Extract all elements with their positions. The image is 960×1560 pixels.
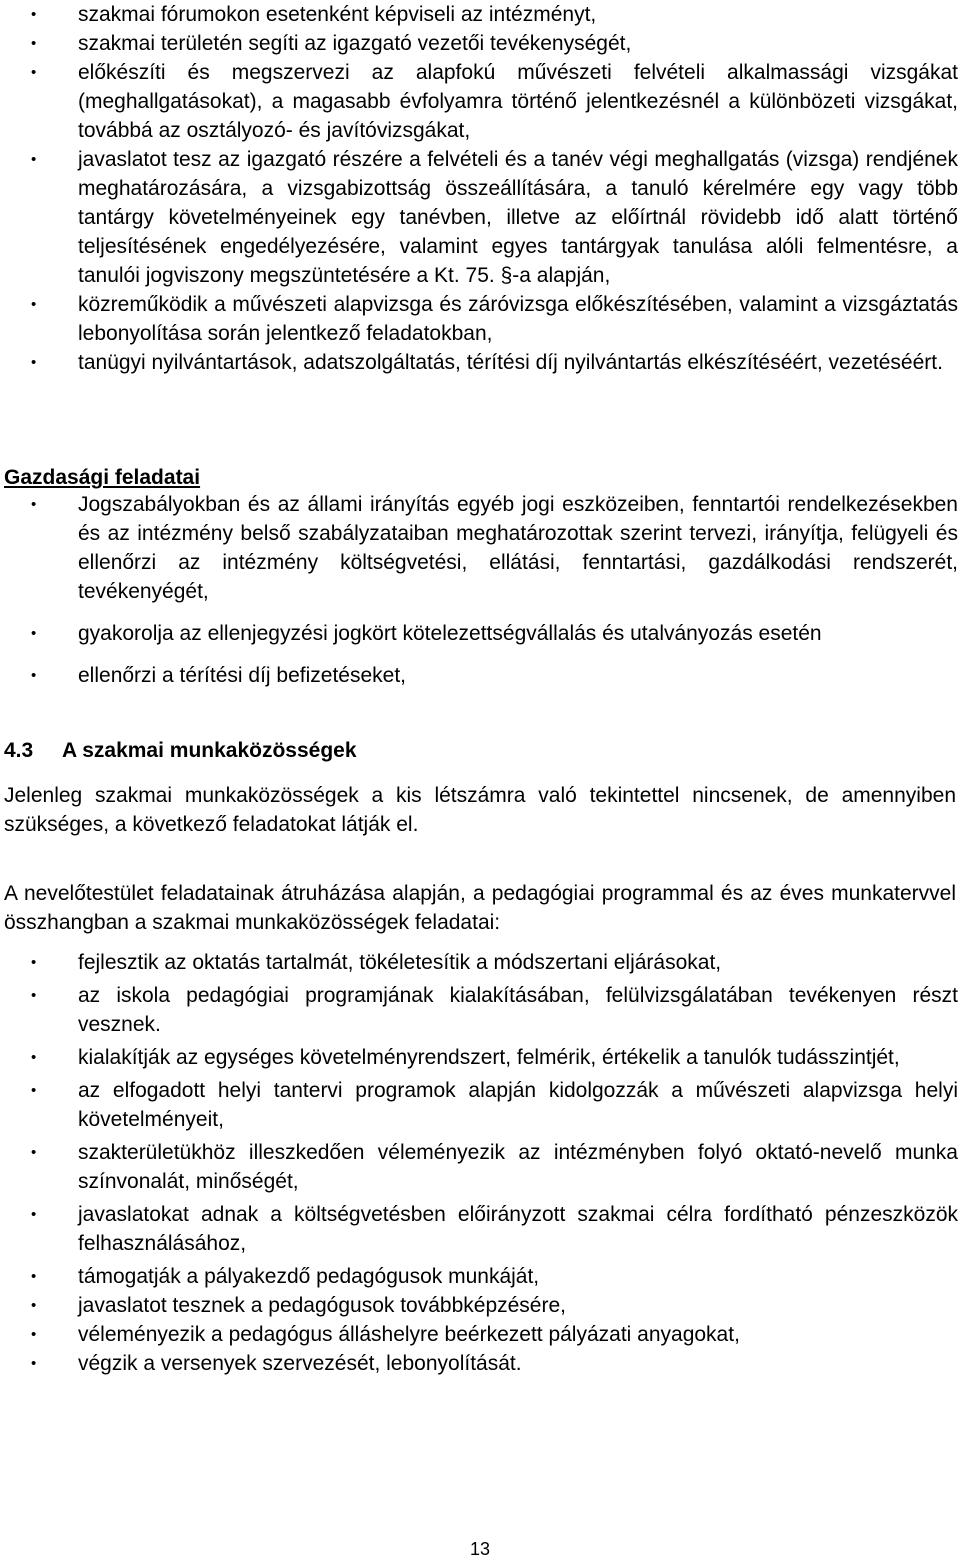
bullet-icon: • [31, 296, 37, 313]
list-item [0, 0, 958, 29]
list-item-text: kialakítják az egységes követelményrendszert, felmérik, értékelik a tanulók tudásszintjét, [78, 1046, 900, 1069]
list-item [0, 948, 958, 977]
list-item [0, 619, 958, 648]
list-item-text: Jogszabályokban és az állami irányítás egyéb jogi eszközeiben, fenntartói rendelkezésekben és az intézmény belső szabályzataiban meghatározottak szerint tervezi, irányítja, felügyeli és ellenőrzi az intézmény költségvetési, ellátási, fenntartási, gazdálkodási rendszerét, tevékenyégét, [78, 493, 958, 603]
list-item-text: javaslatot tesz az igazgató részére a felvételi és a tanév végi meghallgatás (vizsga) rendjének meghatározására, a vizsgabizottság összeállítására, a tanuló kérelmére egy vagy több tantárgy követelményeinek egy tanévben, illetve az előírtnál rövidebb idő alatt történő teljesítésének engedélyezésére, valamint egyes tantárgyak tanulása alóli felmentésre, a tanulói jogviszony megszüntetésére a Kt. 75. §-a alapján, [78, 148, 958, 287]
list-item-text: javaslatokat adnak a költségvetésben előirányzott szakmai célra fordítható pénzeszközök felhasználásához, [78, 1203, 958, 1255]
list-item-text: támogatják a pályakezdő pedagógusok munkáját, [78, 1265, 540, 1288]
bullet-icon: • [31, 1144, 37, 1161]
list-item-text: előkészíti és megszervezi az alapfokú művészeti felvételi alkalmassági vizsgákat (meghallgatásokat), a magasabb évfolyamra történő jelentkezésnél a különbözeti vizsgákat, továbbá az osztályozó- és javítóvizsgákat, [78, 61, 958, 142]
list-item [0, 1200, 958, 1258]
bullet-icon: • [31, 1268, 37, 1285]
bullet-icon: • [31, 1082, 37, 1099]
bullet-icon: • [31, 625, 37, 642]
list-item [0, 29, 958, 58]
bullet-icon: • [31, 954, 37, 971]
bullet-icon: • [31, 64, 37, 81]
list-item [0, 145, 958, 290]
bullet-icon: • [31, 496, 37, 513]
list-item-text: véleményezik a pedagógus álláshelyre beérkezett pályázati anyagokat, [78, 1323, 740, 1346]
bullet-icon: • [31, 987, 37, 1004]
bullet-icon: • [31, 1049, 37, 1066]
list-item [0, 1076, 958, 1134]
bullet-icon: • [31, 6, 37, 23]
list-item-text: szakmai területén segíti az igazgató vezetői tevékenységét, [78, 32, 632, 55]
list-item-text: javaslatot tesznek a pedagógusok továbbképzésére, [78, 1294, 566, 1317]
list-item [0, 1320, 958, 1349]
list-item-text: közreműködik a művészeti alapvizsga és záróvizsga előkészítésében, valamint a vizsgáztatás lebonyolítása során jelentkező feladatokban, [78, 293, 958, 345]
bullet-icon: • [31, 1326, 37, 1343]
list-item-text: gyakorolja az ellenjegyzési jogkört kötelezettségvállalás és utalványozás esetén [78, 622, 822, 645]
bullet-icon: • [31, 1206, 37, 1223]
bullet-icon: • [31, 151, 37, 168]
list-item-text: fejlesztik az oktatás tartalmát, tökéletesítik a módszertani eljárásokat, [78, 951, 722, 974]
list-item [0, 1043, 958, 1072]
list-item [0, 1138, 958, 1196]
duties-list [0, 0, 958, 377]
tasks-intro-paragraph: A nevelőtestület feladatainak átruházása alapján, a pedagógiai programmal és az éves munkatervvel összhangban a szakmai munkaközösségek feladatai: [4, 882, 956, 934]
list-item [0, 490, 958, 606]
economic-duties-list [0, 490, 958, 690]
section-number: 4.3 [4, 739, 34, 762]
list-item [0, 58, 958, 145]
bullet-icon: • [31, 667, 37, 684]
list-item-text: végzik a versenyek szervezését, lebonyolítását. [78, 1352, 522, 1375]
list-item-text: az elfogadott helyi tantervi programok alapján kidolgozzák a művészeti alapvizsga helyi követelményeit, [78, 1079, 958, 1131]
list-item [0, 1349, 958, 1378]
intro-paragraph: Jelenleg szakmai munkaközösségek a kis létszámra való tekintettel nincsenek, de amennyiben szükséges, a következő feladatokat látják el. [4, 784, 956, 836]
list-item [0, 290, 958, 348]
workgroup-tasks-list [0, 948, 958, 1378]
list-item [0, 981, 958, 1039]
bullet-icon: • [31, 35, 37, 52]
section-title: Gazdasági feladatai [4, 466, 201, 489]
list-item [0, 1262, 958, 1291]
list-item-text: szakmai fórumokon esetenként képviseli az intézményt, [78, 3, 597, 26]
section-heading-title: A szakmai munkaközösségek [62, 739, 357, 762]
list-item [0, 661, 958, 690]
bullet-icon: • [31, 1355, 37, 1372]
bullet-icon: • [31, 1297, 37, 1314]
bullet-icon: • [31, 354, 37, 371]
list-item [0, 1291, 958, 1320]
section-heading [4, 736, 357, 765]
page-number: 13 [469, 1539, 491, 1559]
list-item-text: tanügyi nyilvántartások, adatszolgáltatás, térítési díj nyilvántartás elkészítéséért, vezetéséért. [78, 351, 943, 374]
list-item-text: az iskola pedagógiai programjának kialakításában, felülvizsgálatában tevékenyen részt vesznek. [78, 984, 958, 1036]
list-item-text: szakterületükhöz illeszkedően véleményezik az intézményben folyó oktató-nevelő munka színvonalát, minőségét, [78, 1141, 958, 1193]
list-item-text: ellenőrzi a térítési díj befizetéseket, [78, 664, 407, 687]
list-item [0, 348, 958, 377]
